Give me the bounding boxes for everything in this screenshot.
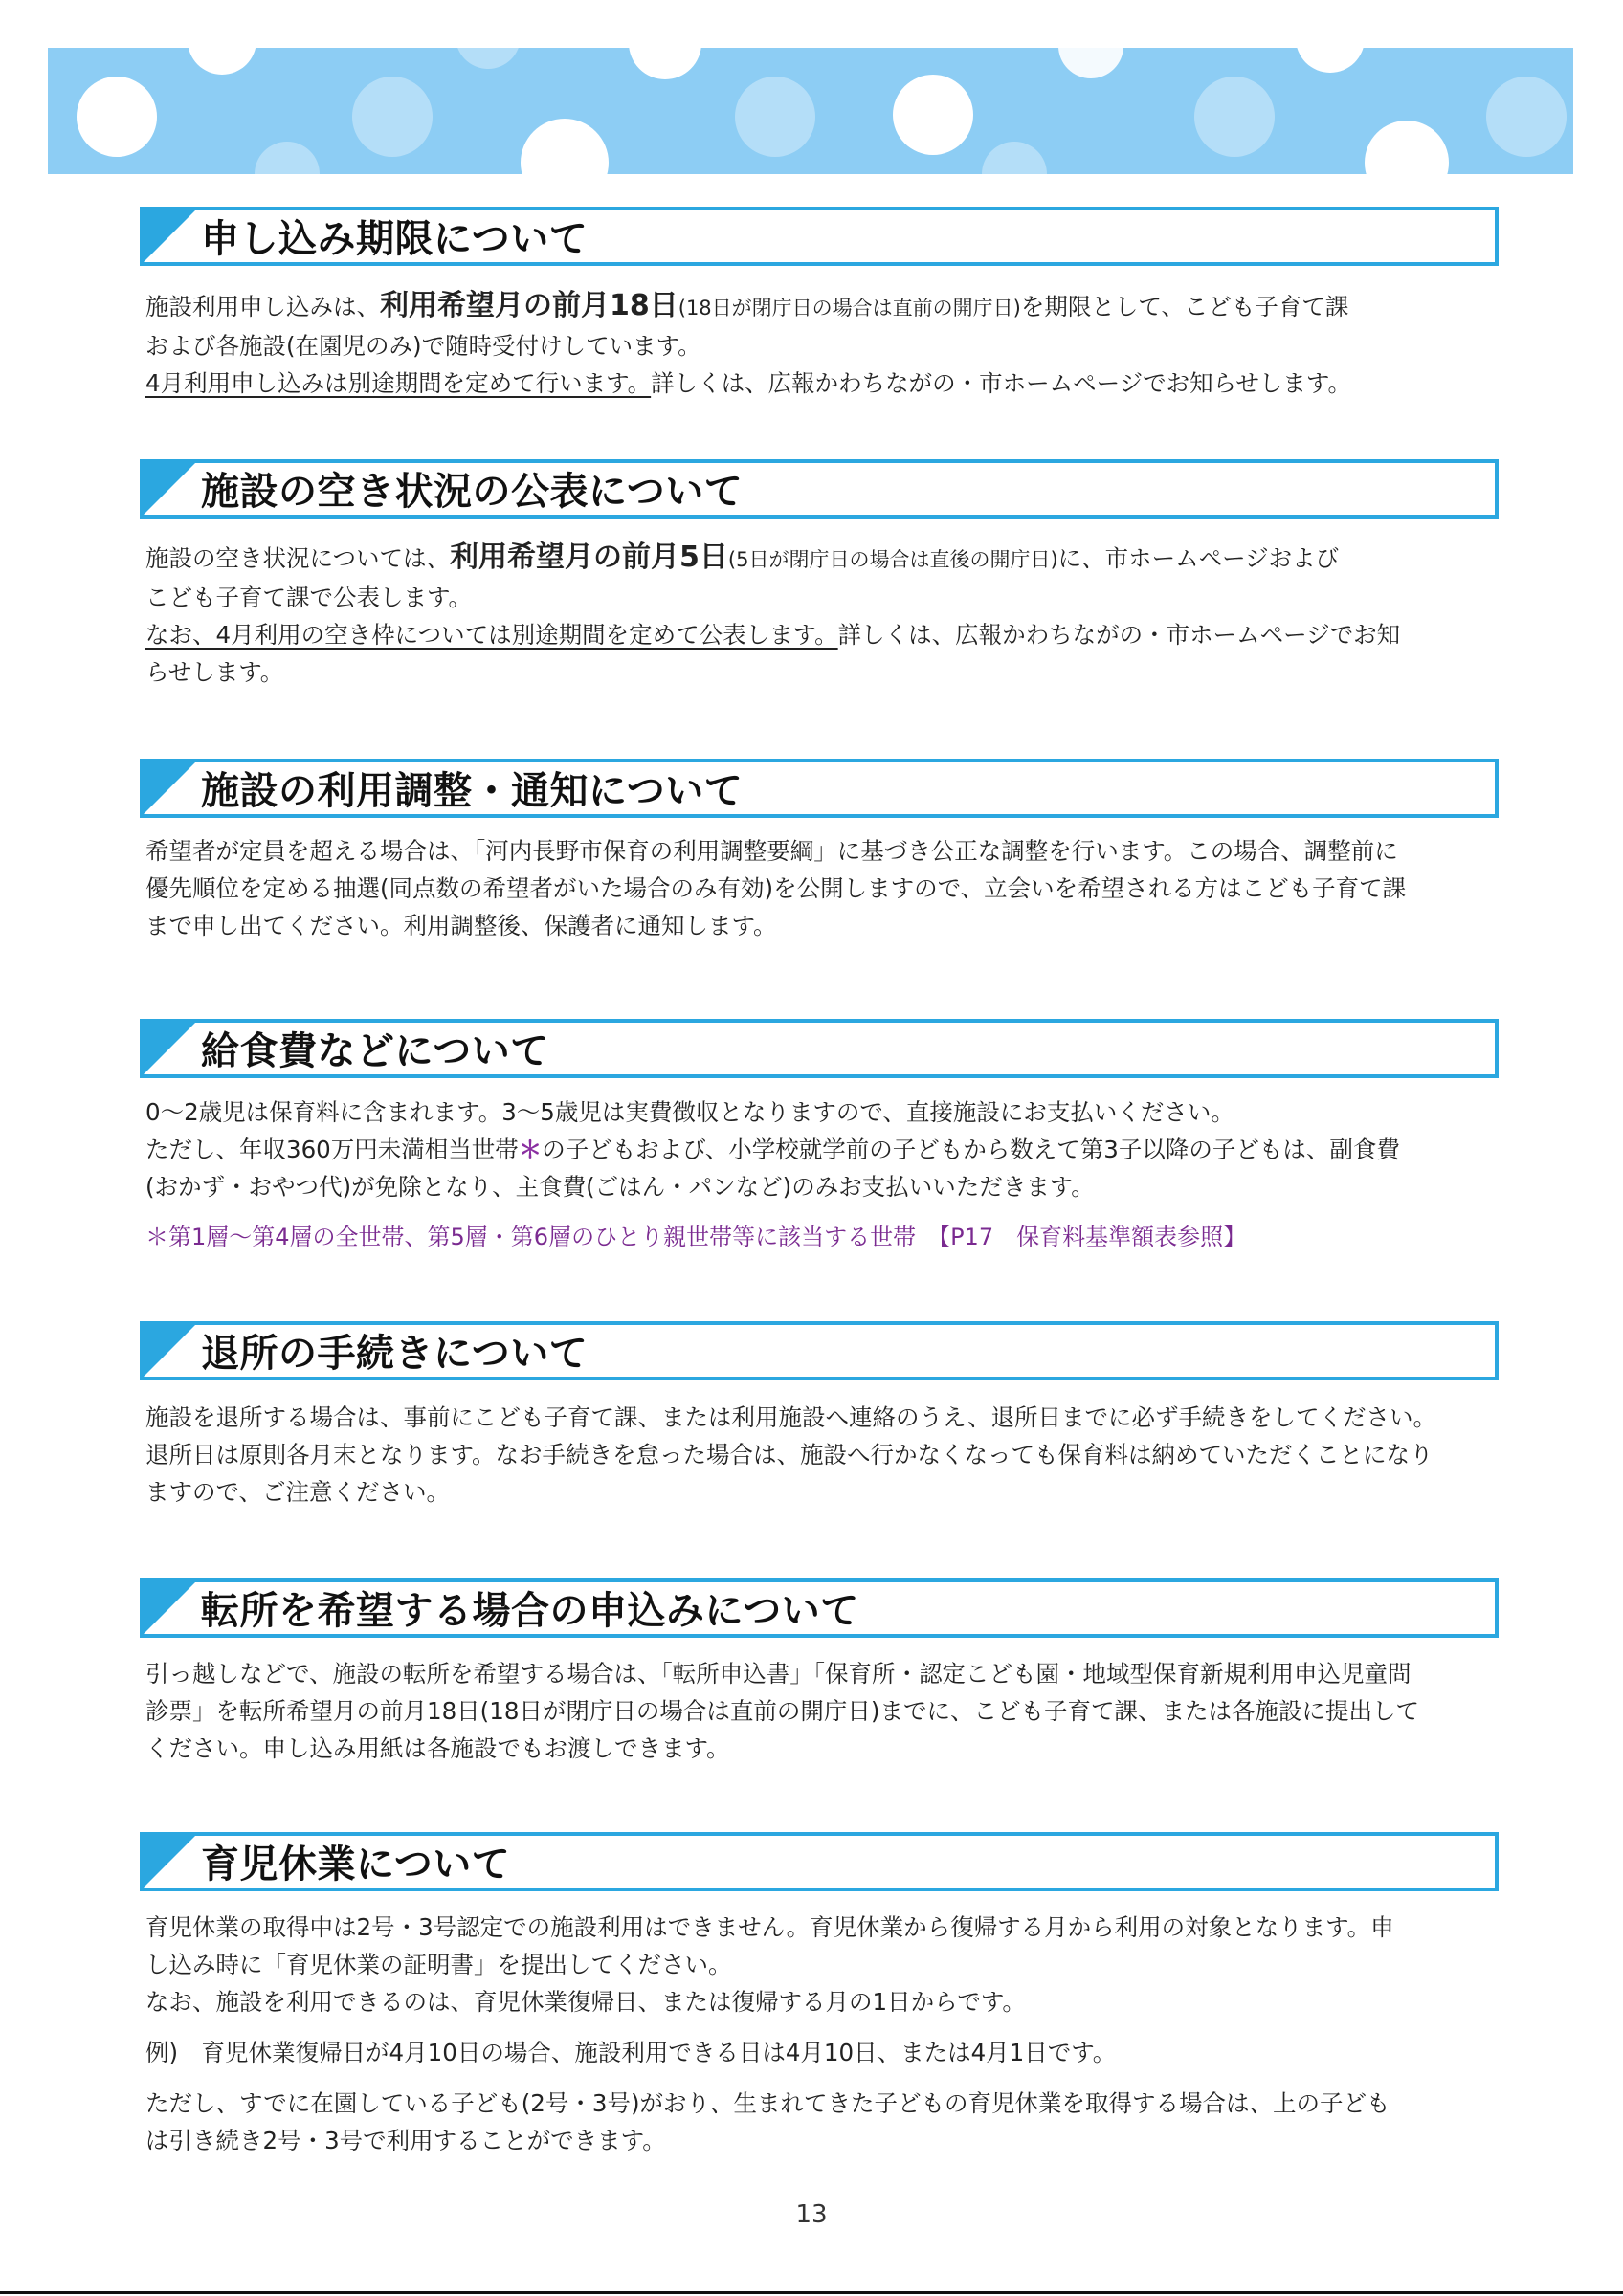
text: ただし、年収360万円未満相当世帯	[145, 1136, 519, 1163]
section-body-meal-fee	[145, 1093, 1485, 1256]
section-heading-withdrawal	[140, 1321, 1499, 1380]
text: ください。申し込み用紙は各施設でもお渡しできます。	[145, 1734, 730, 1762]
heading-triangle-icon	[140, 1019, 199, 1078]
asterisk-mark: ＊	[518, 1136, 543, 1163]
emphasis-text: 利用希望月の前月5日	[450, 541, 728, 574]
footnote: ＊第1層～第4層の全世帯、第5層・第6層のひとり親世帯等に該当する世帯 【P17 保育料基準額表参照】	[145, 1224, 1247, 1250]
heading-triangle-icon	[140, 207, 199, 266]
section-title: 給食費などについて	[201, 1029, 549, 1073]
emphasis-text: 利用希望月の前月18日	[380, 289, 678, 322]
section-body-deadline	[145, 287, 1485, 402]
text: は引き続き2号・3号で利用することができます。	[145, 2127, 666, 2154]
banner-dots	[48, 48, 1573, 174]
section-heading-adjustment	[140, 759, 1499, 818]
bottom-divider	[0, 2291, 1623, 2294]
underlined-text: 4月利用申し込みは別途期間を定めて行います。	[145, 369, 652, 397]
page-number: 13	[795, 2200, 828, 2229]
paragraph	[145, 1399, 1485, 1511]
section-heading-deadline	[140, 207, 1499, 266]
text: 詳しくは、広報かわちながの・市ホームページでお知	[837, 621, 1401, 649]
heading-triangle-icon	[140, 459, 199, 519]
example-line: 例) 育児休業復帰日が4月10日の場合、施設利用できる日は4月10日、または4月1日です。	[145, 2039, 1117, 2066]
heading-triangle-icon	[140, 1321, 199, 1380]
text: し込み時に「育児休業の証明書」を提出してください。	[145, 1951, 732, 1978]
section-title: 転所を希望する場合の申込みについて	[201, 1589, 859, 1633]
paragraph	[145, 287, 1485, 402]
paragraph	[145, 1655, 1485, 1767]
section-title: 申し込み期限について	[201, 217, 589, 261]
section-body-vacancy	[145, 539, 1485, 691]
text: らせします。	[145, 658, 284, 686]
text: こども子育て課で公表します。	[145, 584, 473, 611]
text: (おかず・おやつ代)が免除となり、主食費(ごはん・パンなど)のみお支払いいただきます。	[145, 1173, 1095, 1201]
text: 退所日は原則各月末となります。なお手続きを怠った場合は、施設へ行かなくなっても保育料は納めていただくことになり	[145, 1441, 1434, 1468]
paragraph	[145, 1909, 1485, 2020]
section-title: 施設の空き状況の公表について	[201, 470, 744, 514]
heading-triangle-icon	[140, 1832, 199, 1891]
paragraph	[145, 539, 1485, 691]
text: 優先順位を定める抽選(同点数の希望者がいた場合のみ有効)を公開しますので、立会いを希望される方はこども子育て課	[145, 874, 1407, 902]
section-title: 育児休業について	[201, 1843, 511, 1887]
section-heading-transfer	[140, 1578, 1499, 1638]
section-title: 退所の手続きについて	[201, 1332, 589, 1376]
text: 育児休業の取得中は2号・3号認定での施設利用はできません。育児休業から復帰する月から利用の対象となります。申	[145, 1913, 1394, 1941]
paragraph	[145, 2085, 1485, 2159]
text: を期限として、こども子育て課	[1020, 293, 1349, 320]
section-title: 施設の利用調整・通知について	[201, 769, 744, 813]
text: (18日が閉庁日の場合は直前の開庁日)	[678, 297, 1021, 320]
text: 施設の空き状況については、	[145, 544, 451, 572]
section-body-adjustment	[145, 832, 1485, 944]
text: に、市ホームページおよび	[1057, 544, 1340, 572]
heading-triangle-icon	[140, 759, 199, 818]
text: なお、施設を利用できるのは、育児休業復帰日、または復帰する月の1日からです。	[145, 1988, 1026, 2016]
text: 診票」を転所希望月の前月18日(18日が閉庁日の場合は直前の開庁日)までに、こども子育て課、または各施設に提出して	[145, 1697, 1419, 1725]
text: の子どもおよび、小学校就学前の子どもから数えて第3子以降の子どもは、副食費	[542, 1136, 1400, 1163]
text: 施設利用申し込みは、	[145, 293, 380, 320]
text: および各施設(在園児のみ)で随時受付けしています。	[145, 332, 701, 360]
section-heading-childcare-leave	[140, 1832, 1499, 1891]
text: (5日が閉庁日の場合は直後の開庁日)	[727, 548, 1058, 571]
text: ただし、すでに在園している子ども(2号・3号)がおり、生まれてきた子どもの育児休業を取得する場合は、上の子ども	[145, 2089, 1390, 2117]
text: 引っ越しなどで、施設の転所を希望する場合は、「転所申込書」「保育所・認定こども園・地域型保育新規利用申込児童問	[145, 1660, 1412, 1688]
section-body-withdrawal	[145, 1399, 1485, 1511]
section-body-transfer	[145, 1655, 1485, 1767]
underlined-text: なお、4月利用の空き枠については別途期間を定めて公表します。	[145, 621, 838, 649]
section-heading-meal-fee	[140, 1019, 1499, 1078]
text: まで申し出てください。利用調整後、保護者に通知します。	[145, 912, 777, 939]
section-heading-vacancy	[140, 459, 1499, 519]
heading-triangle-icon	[140, 1578, 199, 1638]
polka-dot-banner	[48, 48, 1573, 174]
text: 施設を退所する場合は、事前にこども子育て課、または利用施設へ連絡のうえ、退所日までに必ず手続きをしてください。	[145, 1403, 1436, 1431]
text: ますので、ご注意ください。	[145, 1478, 451, 1506]
text: 0～2歳児は保育料に含まれます。3～5歳児は実費徴収となりますので、直接施設にお支払いください。	[145, 1098, 1234, 1126]
text: 希望者が定員を超える場合は、「河内長野市保育の利用調整要綱」に基づき公正な調整を行います。この場合、調整前に	[145, 837, 1398, 865]
paragraph	[145, 832, 1485, 944]
section-body-childcare-leave	[145, 1909, 1485, 2159]
text: 詳しくは、広報かわちながの・市ホームページでお知らせします。	[651, 369, 1351, 397]
paragraph	[145, 1093, 1485, 1205]
